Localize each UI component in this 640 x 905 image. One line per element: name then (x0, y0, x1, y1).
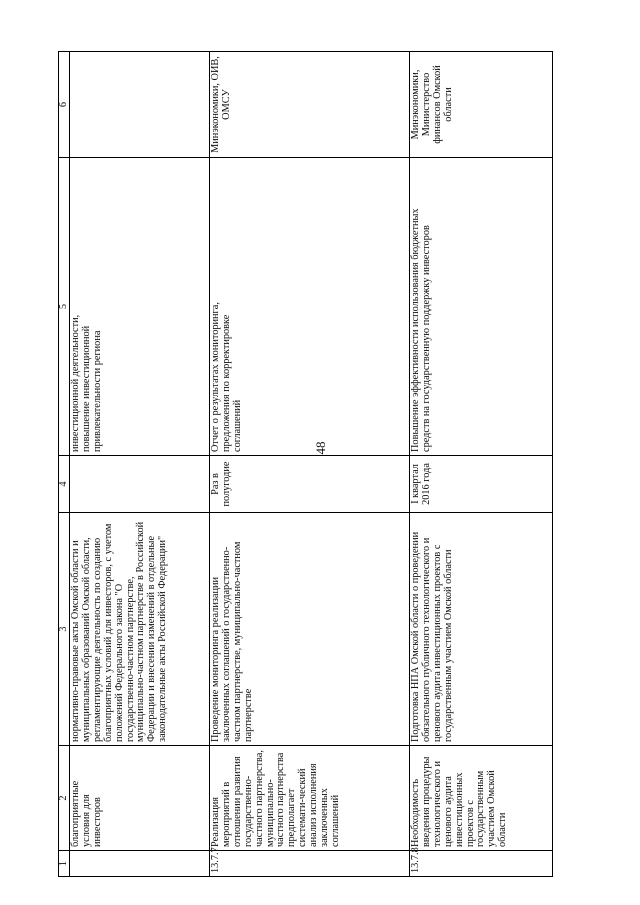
header-col-4: 4 (59, 456, 70, 513)
row-number: 13.7.7 (210, 851, 410, 877)
result-cell: инвестиционной деятельности, повышение инвестиционной привлекательности региона (70, 158, 210, 456)
period-cell: Раз в полугодие (210, 456, 410, 513)
table-row (410, 52, 553, 877)
action-cell: Подготовка НПА Омской области о проведении обязательного публичного технологического и ценового аудита инвестиционных проектов с государственным участием Омской области (410, 513, 553, 746)
period-cell: I квартал 2016 года (410, 456, 553, 513)
action-cell: нормативно-правовые акты Омской области и муниципальных образований Омской области, регламентирующие деятельность по созданию благоприятных условий для инвесторов, с учетом положений Федерального закона "О государственно-частном партнерстве, муниципально-частном партнерстве в Российской Федерации и внесении изменений в отдельные законодательные акты Российской Федерации" (70, 513, 210, 746)
responsible-cell (70, 52, 210, 158)
measures-table (58, 51, 553, 877)
row-number: 13.7.8 (410, 851, 553, 877)
header-col-6: 6 (59, 52, 70, 158)
table-header-row (59, 52, 70, 877)
measure-cell: Необходимость введения процедуры технологического и ценового аудита инвестиционных проектов с государственным участием Омской области (410, 746, 553, 851)
action-cell: Проведение мониторинга реализации заключенных соглашений о государственно-частном партнерстве, муниципально-частном партнерстве (210, 513, 410, 746)
page-number: 48 (313, 441, 328, 455)
result-cell: Повышение эффективности использования бюджетных средств на государственную поддержку инвесторов (410, 158, 553, 456)
responsible-cell: Минэкономики, ОИВ, ОМСУ (210, 52, 410, 158)
header-col-1: 1 (59, 851, 70, 877)
period-cell (70, 456, 210, 513)
row-number (70, 851, 210, 877)
responsible-cell: Минэкономики, Министерство финансов Омской области (410, 52, 553, 158)
rotated-table-container (58, 52, 598, 877)
result-cell: Отчет о результатах мониторинга, предложения по корректировке соглашений (210, 158, 410, 456)
header-col-2: 2 (59, 746, 70, 851)
table-row (70, 52, 210, 877)
measure-cell: Реализация мероприятий в отношении развития государственно-частного партнерства, муниципально-частного партнерства предполагает системати-ческий анализ исполнения заключенных соглашений (210, 746, 410, 851)
header-col-5: 5 (59, 158, 70, 456)
header-col-3: 3 (59, 513, 70, 746)
measure-cell: благоприятные условия для инвесторов (70, 746, 210, 851)
table-row (210, 52, 410, 877)
